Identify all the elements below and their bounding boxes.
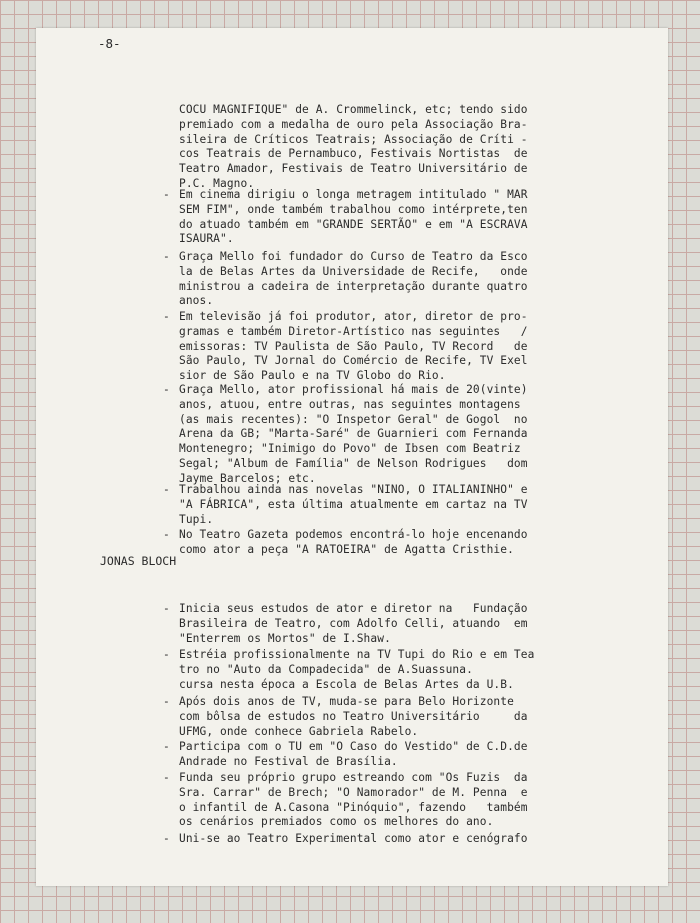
bullet-dash: - <box>163 310 170 323</box>
text-line: gramas e também Diretor-Artístico nas seguintes / <box>179 324 528 338</box>
text-line: Segal; "Album de Família" de Nelson Rodrigues dom <box>179 457 528 470</box>
text-line: São Paulo, TV Jornal do Comércio de Recife, TV Exel <box>179 354 528 368</box>
text-line: o infantil de A.Casona "Pinóquio", fazendo também <box>179 800 528 814</box>
text-line: Jayme Barcelos; etc. <box>179 471 316 485</box>
text-line: ministrou a cadeira de interpretação durante quatro <box>179 279 528 293</box>
bullet-dash: - <box>163 528 170 541</box>
text-line: Andrade no Festival de Brasília. <box>179 754 398 768</box>
text-line: Brasileira de Teatro, com Adolfo Celli, atuando em <box>179 616 528 630</box>
bullet-dash: - <box>163 483 170 496</box>
text-line: No Teatro Gazeta podemos encontrá-lo hoje encenando <box>179 528 528 541</box>
bullet-dash: - <box>163 740 170 753</box>
bullet-dash: - <box>163 188 170 201</box>
text-line: Estréia profissionalmente na TV Tupi do Rio e em Tea <box>179 648 535 661</box>
bullet-dash: - <box>163 648 170 661</box>
text-line: "Enterrem os Mortos" de I.Shaw. <box>179 631 391 645</box>
text-line: cursa nesta época a Escola de Belas Artes da U.B. <box>179 677 514 691</box>
text-line: Montenegro; "Inimigo do Povo" de Ibsen com Beatriz <box>179 442 521 456</box>
text-line: tro no "Auto da Compadecida" de A.Suassuna. <box>179 662 473 676</box>
text-line: Graça Mello, ator profissional há mais de 20(vinte) <box>179 383 528 396</box>
text-line: anos. <box>179 294 214 308</box>
text-line: ISAURA". <box>179 232 234 246</box>
section-title-jonas-bloch: JONAS BLOCH <box>100 554 177 568</box>
text-line: anos, atuou, entre outras, nas seguintes montagens <box>179 397 521 411</box>
text-line: cos Teatrais de Pernambuco, Festivais Nortistas de <box>179 147 528 161</box>
text-line: "A FÁBRICA", esta última atualmente em cartaz na TV <box>179 497 528 511</box>
bullet-dash: - <box>163 771 170 784</box>
text-line: com bôlsa de estudos no Teatro Universitário da <box>179 709 528 723</box>
text-line: como ator a peça "A RATOEIRA" de Agatta Cristhie. <box>179 542 514 556</box>
text-line: la de Belas Artes da Universidade de Recife, onde <box>179 264 528 278</box>
text-line: Tupi. <box>179 512 214 526</box>
text-line: do atuado também em "GRANDE SERTÃO" e em "A ESCRAVA <box>179 217 528 231</box>
text-line: Uni-se ao Teatro Experimental como ator e cenógrafo <box>179 832 528 845</box>
page-number: -8- <box>98 36 121 51</box>
text-line: premiado com a medalha de ouro pela Associação Bra- <box>179 117 528 131</box>
text-line: os cenários premiados como os melhores do ano. <box>179 815 494 829</box>
text-line: (as mais recentes): "O Inspetor Geral" de Gogol no <box>179 412 528 426</box>
text-line: Após dois anos de TV, muda-se para Belo Horizonte <box>179 695 514 708</box>
text-line: Inicia seus estudos de ator e diretor na Fundação <box>179 602 528 615</box>
text-line: UFMG, onde conhece Gabriela Rabelo. <box>179 724 419 738</box>
text-line: Participa com o TU em "O Caso do Vestido" de C.D.de <box>179 740 528 753</box>
text-line: COCU MAGNIFIQUE" de A. Crommelinck, etc; tendo sido <box>179 103 528 116</box>
bullet-dash: - <box>163 695 170 708</box>
text-line: P.C. Magno. <box>179 177 255 190</box>
text-line: Funda seu próprio grupo estreando com "Os Fuzis da <box>179 771 528 784</box>
bullet-dash: - <box>163 602 170 615</box>
text-line: SEM FIM", onde também trabalhou como intérprete,ten <box>179 202 528 216</box>
text-line: Trabalhou ainda nas novelas "NINO, O ITALIANINHO" e <box>179 483 528 496</box>
text-line: sior de São Paulo e na TV Globo do Rio. <box>179 369 446 383</box>
bullet-dash: - <box>163 832 170 845</box>
text-line: emissoras: TV Paulista de São Paulo, TV Record de <box>179 339 528 353</box>
text-line: Graça Mello foi fundador do Curso de Teatro da Esco <box>179 250 528 263</box>
text-line: Arena da GB; "Marta-Saré" de Guarnieri com Fernanda <box>179 427 528 441</box>
text-line: Teatro Amador, Festivais de Teatro Universitário de <box>179 162 528 176</box>
bullet-dash: - <box>163 383 170 396</box>
text-line: Em televisão já foi produtor, ator, diretor de pro- <box>179 310 528 323</box>
text-line: sileira de Críticos Teatrais; Associação de Críti - <box>179 132 528 146</box>
text-line: Em cinema dirigiu o longa metragem intitulado " MAR <box>179 188 528 201</box>
bullet-dash: - <box>163 250 170 263</box>
text-line: Sra. Carrar" de Brech; "O Namorador" de M. Penna e <box>179 785 528 799</box>
